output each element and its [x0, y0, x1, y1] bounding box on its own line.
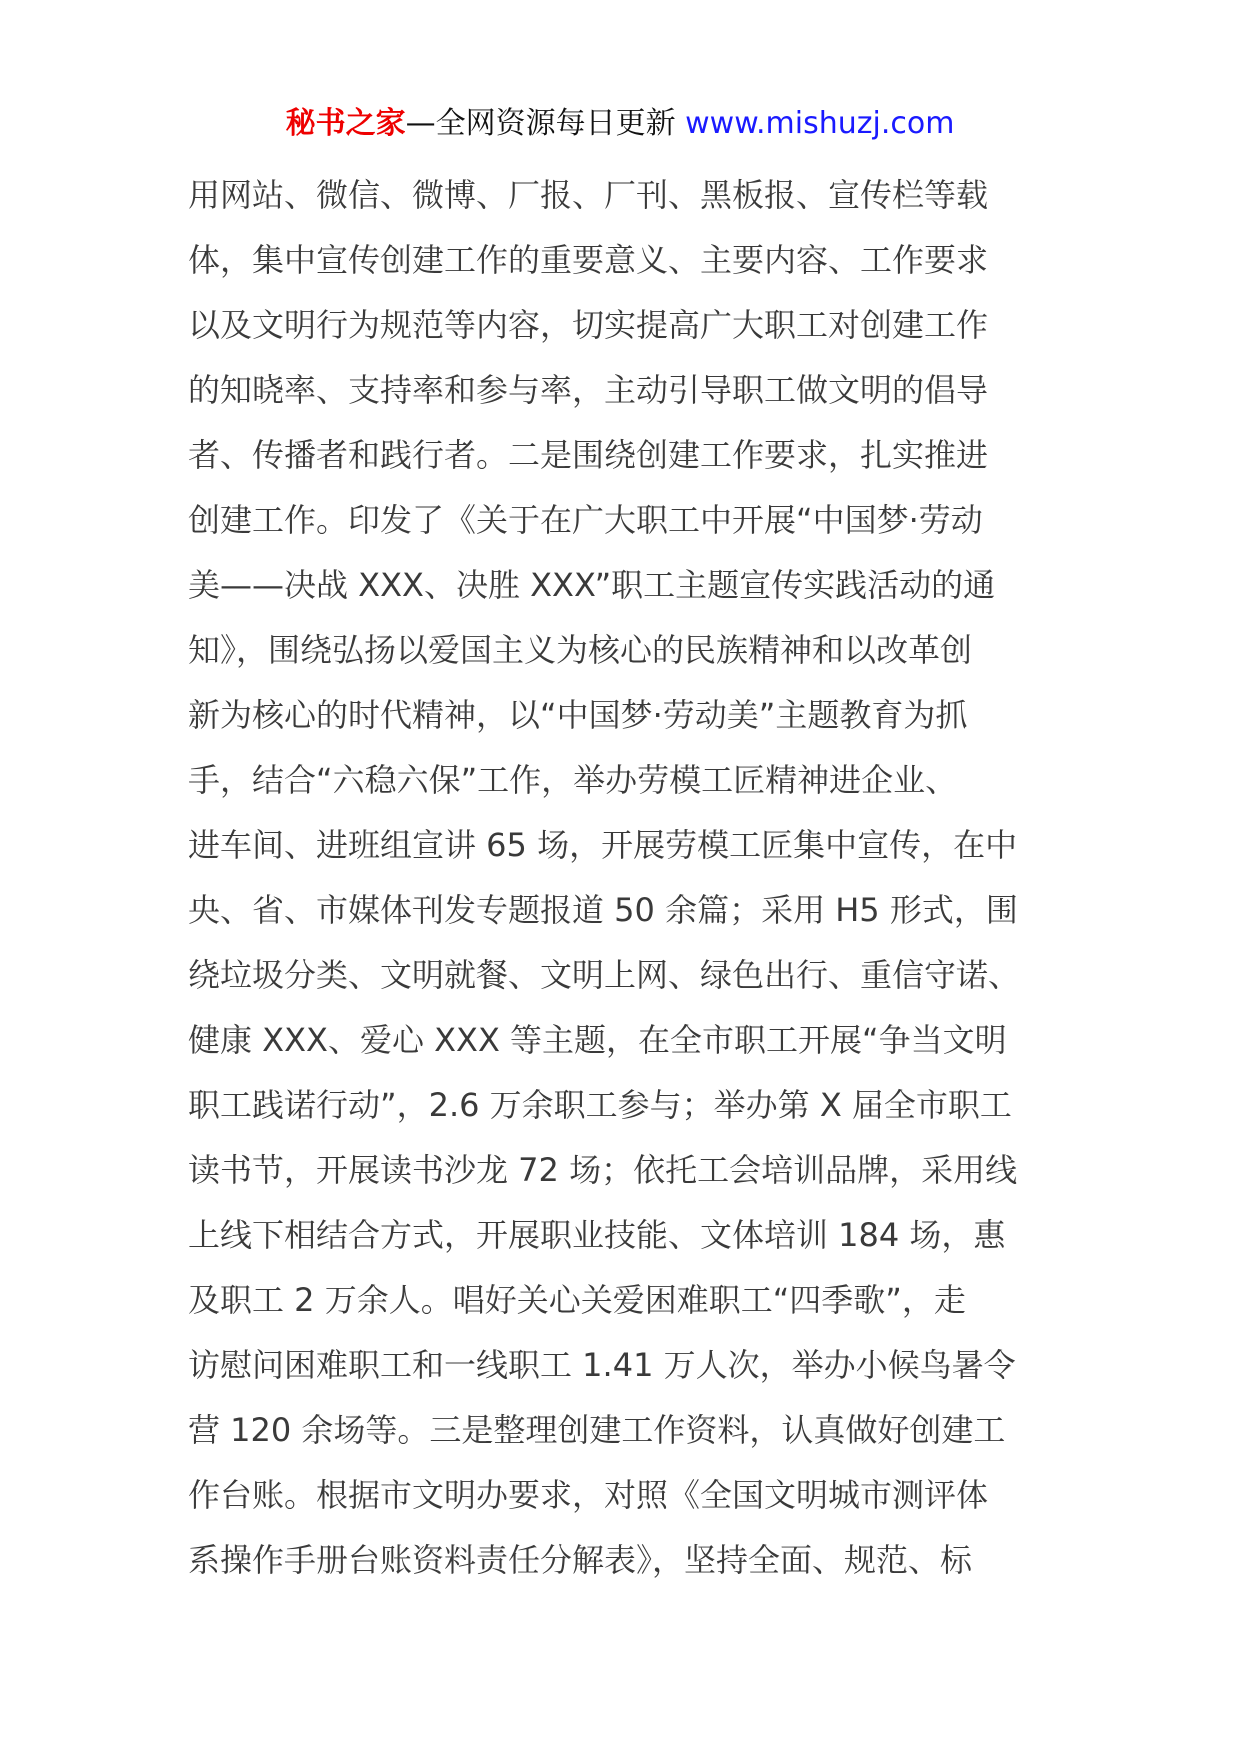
body-line: 访慰问困难职工和一线职工 1.41 万人次，举办小候鸟暑令 [188, 1346, 1016, 1384]
body-line: 央、省、市媒体刊发专题报道 50 余篇；采用 H5 形式，围 [188, 891, 1018, 929]
document-body [188, 163, 1068, 1593]
body-line: 职工践诺行动”，2.6 万余职工参与；举办第 X 届全市职工 [188, 1086, 1012, 1124]
body-line: 读书节，开展读书沙龙 72 场；依托工会培训品牌，采用线 [188, 1151, 1018, 1189]
body-line: 新为核心的时代精神，以“中国梦·劳动美”主题教育为抓 [188, 696, 968, 734]
body-line: 美——决战 XXX、决胜 XXX”职工主题宣传实践活动的通 [188, 566, 996, 604]
site-header [0, 100, 1240, 148]
body-line: 系操作手册台账资料责任分解表》，坚持全面、规范、标 [188, 1541, 973, 1579]
body-line: 进车间、进班组宣讲 65 场，开展劳模工匠集中宣传，在中 [188, 826, 1018, 864]
body-line: 以及文明行为规范等内容，切实提高广大职工对创建工作 [188, 306, 989, 344]
body-line: 作台账。根据市文明办要求，对照《全国文明城市测评体 [188, 1476, 989, 1514]
body-line: 上线下相结合方式，开展职业技能、文体培训 184 场，惠 [188, 1216, 1006, 1254]
body-line: 绕垃圾分类、文明就餐、文明上网、绿色出行、重信守诺、 [188, 956, 1021, 994]
site-brand: 秘书之家 [285, 106, 406, 141]
body-line: 手，结合“六稳六保”工作，举办劳模工匠精神进企业、 [188, 761, 958, 799]
body-line: 健康 XXX、爱心 XXX 等主题，在全市职工开展“争当文明 [188, 1021, 1007, 1059]
site-tagline: —全网资源每日更新 [405, 106, 686, 141]
body-line: 营 120 余场等。三是整理创建工作资料，认真做好创建工 [188, 1411, 1006, 1449]
body-line: 的知晓率、支持率和参与率，主动引导职工做文明的倡导 [188, 371, 989, 409]
body-line: 用网站、微信、微博、厂报、厂刊、黑板报、宣传栏等载 [188, 176, 989, 214]
body-line: 者、传播者和践行者。二是围绕创建工作要求，扎实推进 [188, 436, 989, 474]
body-line: 及职工 2 万余人。唱好关心关爱困难职工“四季歌”，走 [188, 1281, 966, 1319]
site-url-link[interactable]: www.mishuzj.com [685, 106, 955, 141]
body-line: 创建工作。印发了《关于在广大职工中开展“中国梦·劳动 [188, 501, 983, 539]
body-line: 体，集中宣传创建工作的重要意义、主要内容、工作要求 [188, 241, 989, 279]
body-line: 知》，围绕弘扬以爱国主义为核心的民族精神和以改革创 [188, 631, 973, 669]
